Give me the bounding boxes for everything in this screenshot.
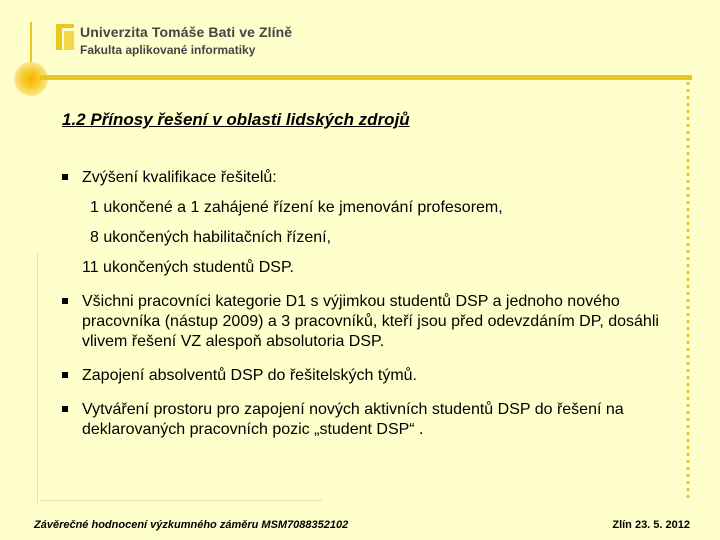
bullet-square-icon [62, 406, 68, 412]
top-rule [40, 75, 692, 80]
sub-item: 11 ukončených studentů DSP. [82, 259, 294, 276]
bullet-item [62, 168, 677, 188]
bullet-square-icon [62, 174, 68, 180]
sub-item: 8 ukončených habilitačních řízení, [90, 229, 332, 246]
bullet-text: Zapojení absolventů DSP do řešitelských týmů. [82, 367, 417, 384]
university-name: Univerzita Tomáše Bati ve Zlíně [80, 24, 293, 40]
bullet-item [62, 400, 677, 440]
bullet-square-icon [62, 298, 68, 304]
bullet-item [62, 292, 677, 352]
bullet-text: Vytváření prostoru pro zapojení nových aktivních studentů DSP do řešení na deklarovaných pracovních pozic „student DSP“ . [82, 401, 624, 438]
bullet-text: Všichni pracovníci kategorie D1 s výjimkou studentů DSP a jednoho nového pracovníka (nástup 2009) a 3 pracovníků, kteří jsou před odevzdáním DP, dosáhli vlivem řešení VZ alespoň absolutoria DSP. [82, 293, 659, 350]
slide-content [62, 168, 677, 440]
left-thin-line [37, 253, 38, 503]
sub-item: 1 ukončené a 1 zahájené řízení ke jmenování profesorem, [90, 199, 503, 216]
footer-date: Zlín 23. 5. 2012 [612, 519, 690, 531]
university-logo-icon [56, 24, 74, 50]
footer-project: Závěrečné hodnocení výzkumného záměru MSM7088352102 [34, 519, 349, 531]
bullet-text: Zvýšení kvalifikace řešitelů: [82, 169, 277, 186]
bottom-rule [40, 500, 322, 501]
bullet-square-icon [62, 372, 68, 378]
faculty-name: Fakulta aplikované informatiky [80, 43, 256, 57]
slide-title: 1.2 Přínosy řešení v oblasti lidských zdrojů [62, 110, 410, 129]
bullet-item [62, 366, 677, 386]
right-dotted-border [686, 80, 690, 500]
